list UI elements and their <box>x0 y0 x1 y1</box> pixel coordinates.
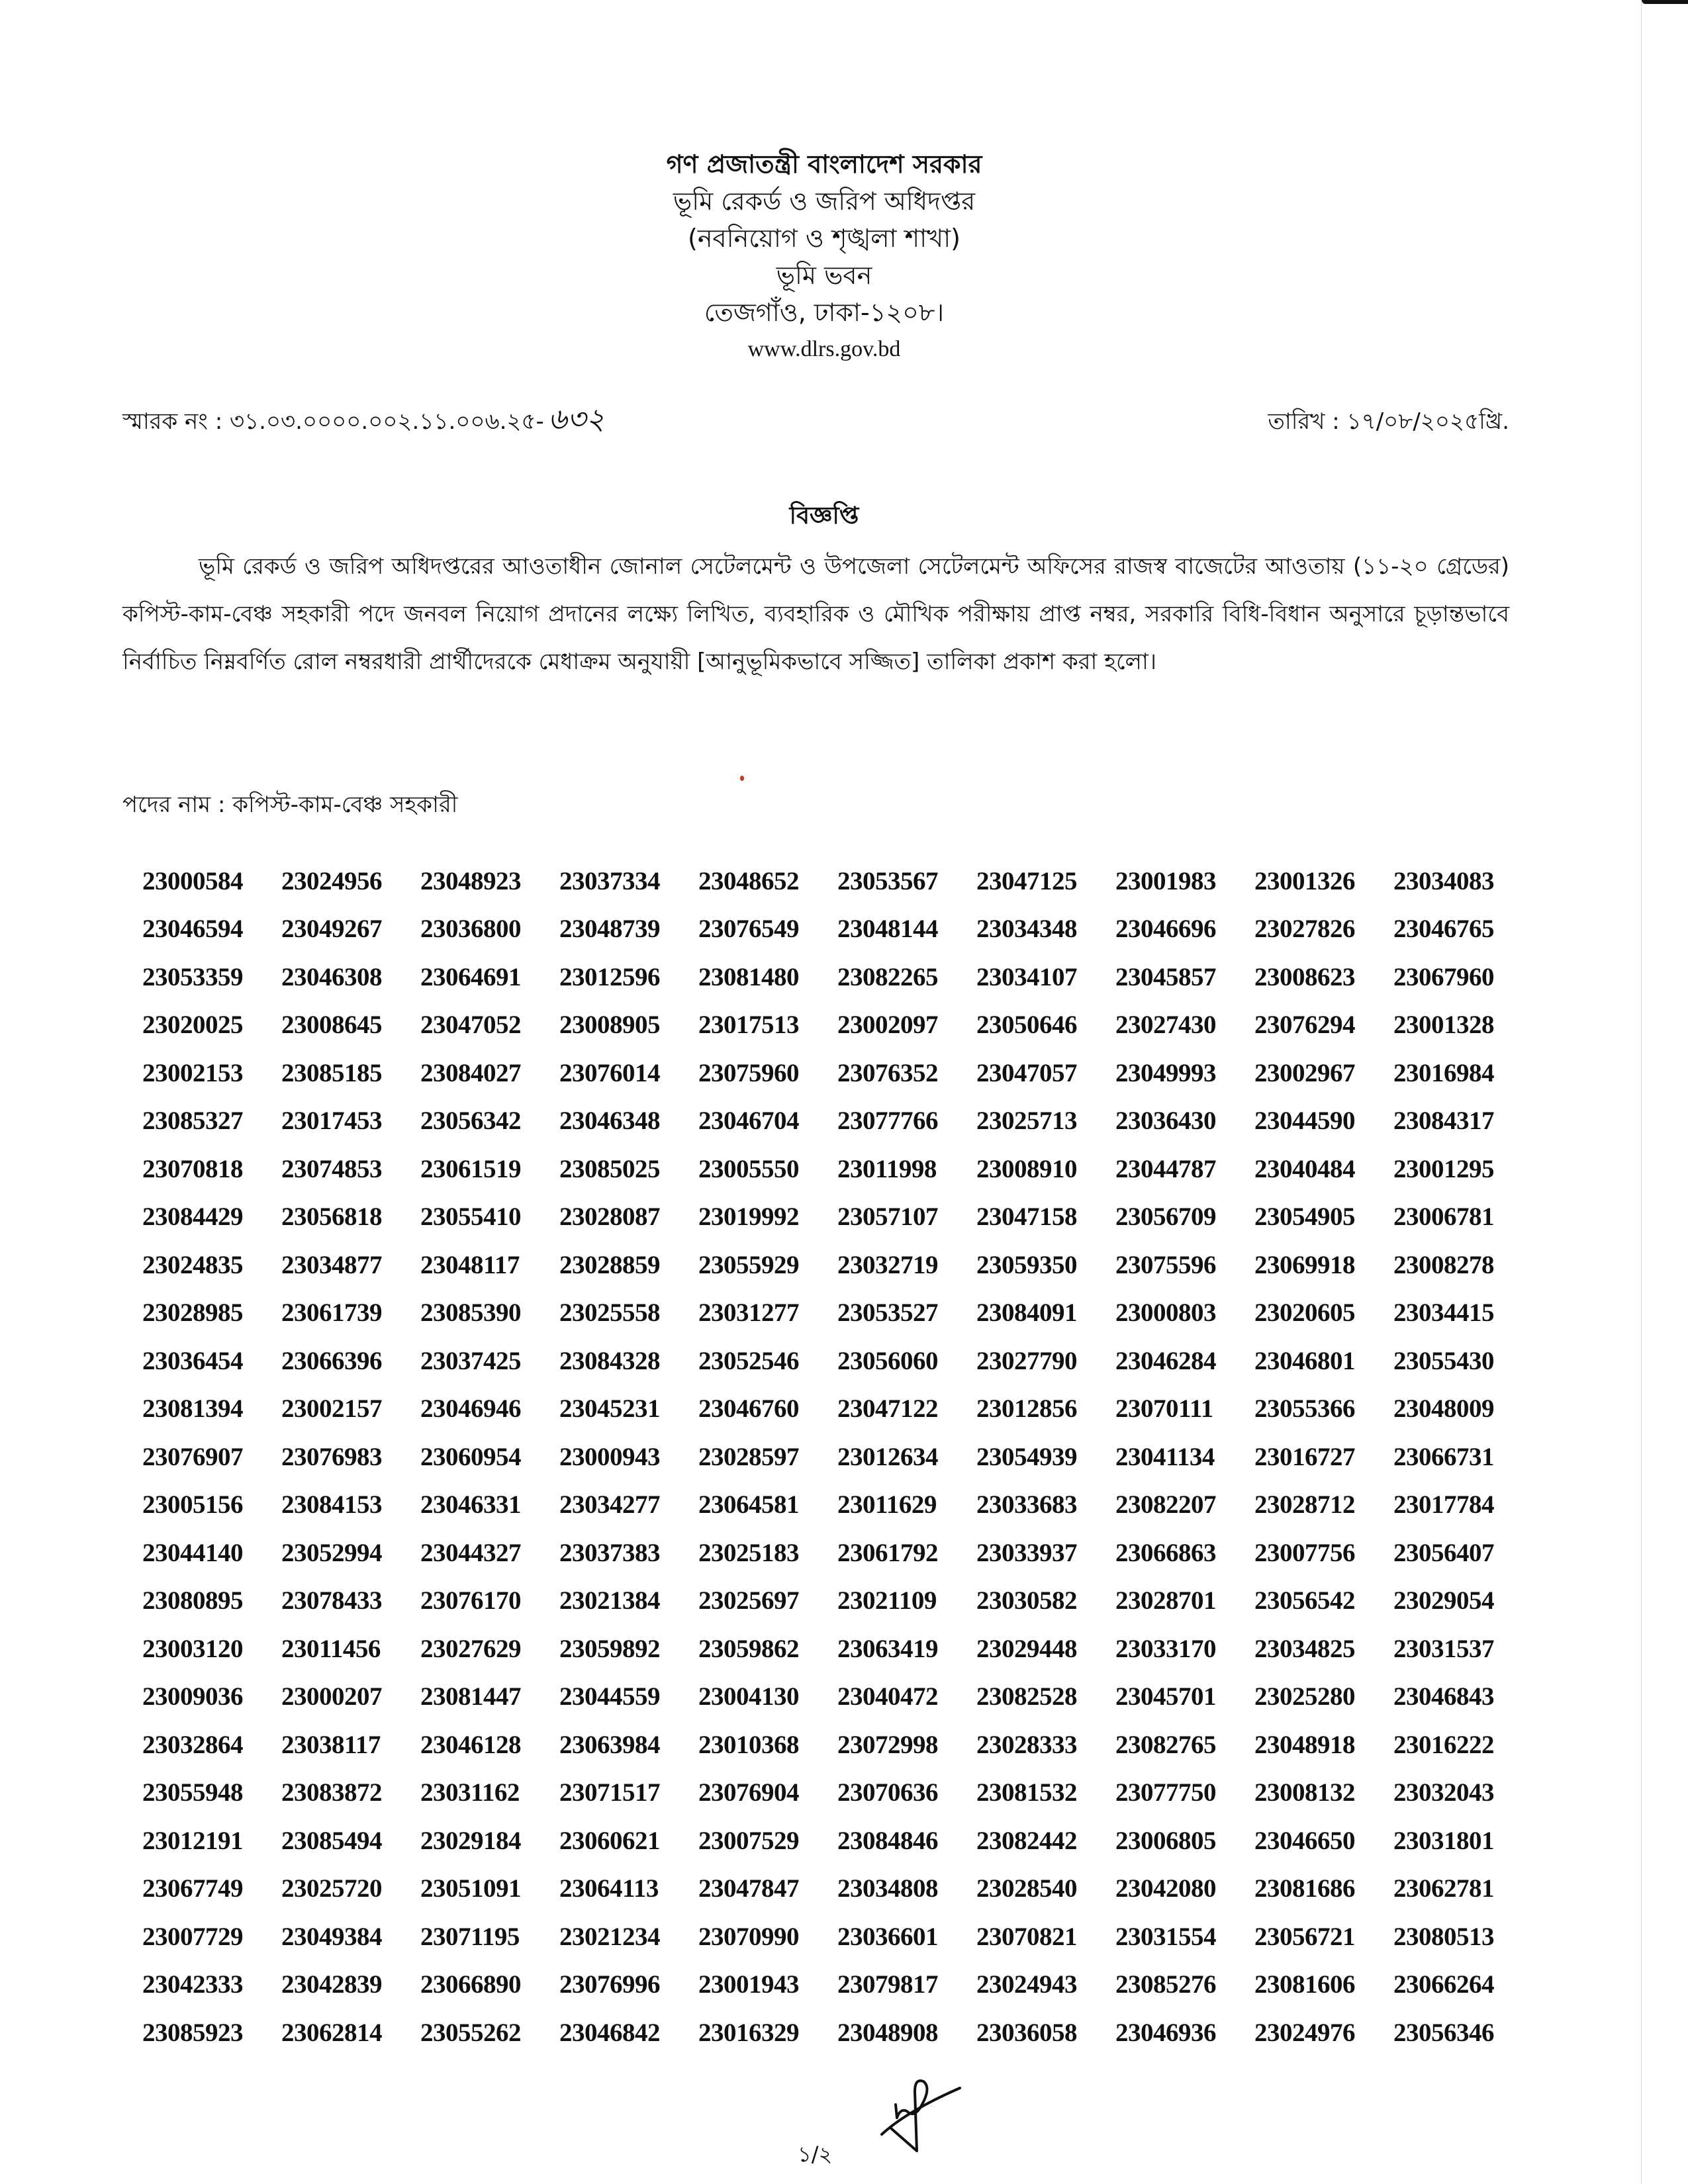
table-row <box>142 1241 1532 1289</box>
roll-number-cell: 23010368 <box>698 1730 799 1759</box>
roll-number-cell: 23080513 <box>1393 1922 1494 1951</box>
roll-number-cell: 23046765 <box>1393 915 1494 944</box>
roll-number-cell: 23029054 <box>1393 1586 1494 1615</box>
building-name: ভূমি ভবন <box>776 261 872 290</box>
roll-number-cell: 23046594 <box>142 915 243 944</box>
roll-number-cell: 23051091 <box>420 1874 521 1903</box>
roll-number-cell: 23049384 <box>281 1922 382 1951</box>
roll-number-cell: 23046704 <box>698 1107 799 1136</box>
roll-number-cell: 23021384 <box>559 1586 660 1615</box>
roll-number-cell: 23047057 <box>976 1058 1077 1087</box>
roll-number-cell: 23025280 <box>1254 1682 1355 1711</box>
roll-number-cell: 23029184 <box>420 1826 521 1855</box>
roll-number-cell: 23085276 <box>1115 1970 1216 1999</box>
signature-icon <box>867 2071 966 2158</box>
roll-number-cell: 23006781 <box>1393 1203 1494 1232</box>
roll-number-cell: 23034808 <box>837 1874 938 1903</box>
roll-number-cell: 23033683 <box>976 1490 1077 1520</box>
roll-number-cell: 23007756 <box>1254 1538 1355 1567</box>
roll-number-cell: 23055929 <box>698 1250 799 1279</box>
roll-number-cell: 23074853 <box>281 1154 382 1183</box>
roll-number-cell: 23011456 <box>281 1634 381 1663</box>
roll-number-cell: 23001295 <box>1393 1154 1494 1183</box>
roll-number-cell: 23047158 <box>976 1203 1077 1232</box>
roll-number-cell: 23084429 <box>142 1203 243 1232</box>
roll-number-cell: 23064581 <box>698 1490 799 1520</box>
roll-number-cell: 23042333 <box>142 1970 243 1999</box>
roll-number-cell: 23049267 <box>281 915 382 944</box>
table-row <box>142 1673 1532 1721</box>
roll-number-cell: 23048918 <box>1254 1730 1355 1759</box>
roll-number-cell: 23078433 <box>281 1586 382 1615</box>
roll-number-cell: 23076907 <box>142 1442 243 1471</box>
table-row <box>142 1961 1532 2009</box>
roll-number-cell: 23031801 <box>1393 1826 1494 1855</box>
roll-number-cell: 23037425 <box>420 1346 521 1375</box>
roll-number-cell: 23054905 <box>1254 1203 1355 1232</box>
roll-number-cell: 23071517 <box>559 1778 660 1807</box>
roll-number-cell: 23053359 <box>142 962 243 991</box>
roll-number-cell: 23056346 <box>1393 2018 1494 2047</box>
roll-number-cell: 23037383 <box>559 1538 660 1567</box>
roll-number-cell: 23070636 <box>837 1778 938 1807</box>
table-row <box>142 953 1532 1001</box>
roll-number-cell: 23066863 <box>1115 1538 1216 1567</box>
roll-number-cell: 23045231 <box>559 1394 660 1424</box>
roll-number-cell: 23025697 <box>698 1586 799 1615</box>
roll-number-cell: 23046284 <box>1115 1346 1216 1375</box>
roll-number-cell: 23070818 <box>142 1154 243 1183</box>
roll-number-cell: 23028597 <box>698 1442 799 1471</box>
roll-number-cell: 23047052 <box>420 1011 521 1040</box>
roll-number-cell: 23042839 <box>281 1970 382 1999</box>
roll-number-cell: 23019992 <box>698 1203 799 1232</box>
roll-number-cell: 23085327 <box>142 1107 243 1136</box>
roll-number-cell: 23053527 <box>837 1298 938 1328</box>
roll-number-cell: 23079817 <box>837 1970 938 1999</box>
roll-number-cell: 23072998 <box>837 1730 938 1759</box>
roll-number-cell: 23063419 <box>837 1634 938 1663</box>
roll-number-cell: 23061739 <box>281 1298 382 1328</box>
roll-number-cell: 23076549 <box>698 915 799 944</box>
roll-number-cell: 23024976 <box>1254 2018 1355 2047</box>
roll-number-cell: 23020605 <box>1254 1298 1355 1328</box>
table-row <box>142 1145 1532 1193</box>
roll-number-cell: 23011629 <box>837 1490 937 1520</box>
roll-number-cell: 23048739 <box>559 915 660 944</box>
roll-number-cell: 23048908 <box>837 2018 938 2047</box>
roll-number-cell: 23002157 <box>281 1394 382 1424</box>
roll-number-cell: 23042080 <box>1115 1874 1216 1903</box>
roll-number-cell: 23011998 <box>837 1154 937 1183</box>
roll-number-cell: 23076014 <box>559 1058 660 1087</box>
roll-number-cell: 23081686 <box>1254 1874 1355 1903</box>
table-row <box>142 905 1532 954</box>
roll-number-cell: 23084846 <box>837 1826 938 1855</box>
roll-number-cell: 23067960 <box>1393 962 1494 991</box>
roll-number-cell: 23027629 <box>420 1634 521 1663</box>
roll-number-cell: 23066396 <box>281 1346 382 1375</box>
roll-number-cell: 23070111 <box>1115 1394 1213 1424</box>
roll-number-cell: 23000803 <box>1115 1298 1216 1328</box>
roll-number-cell: 23017513 <box>698 1011 799 1040</box>
memo-row <box>122 397 1509 445</box>
roll-number-cell: 23001943 <box>698 1970 799 1999</box>
roll-number-cell: 23076294 <box>1254 1011 1355 1040</box>
roll-number-cell: 23008623 <box>1254 962 1355 991</box>
table-row <box>142 1385 1532 1433</box>
roll-number-cell: 23040484 <box>1254 1154 1355 1183</box>
roll-number-cell: 23064691 <box>420 962 521 991</box>
roll-number-cell: 23028701 <box>1115 1586 1216 1615</box>
government-name: গণ প্রজাতন্ত্রী বাংলাদেশ সরকার <box>666 150 982 179</box>
roll-number-cell: 23034348 <box>976 915 1077 944</box>
roll-number-cell: 23056342 <box>420 1107 521 1136</box>
roll-number-cell: 23025183 <box>698 1538 799 1567</box>
table-row <box>142 1433 1532 1481</box>
roll-number-cell: 23082265 <box>837 962 938 991</box>
roll-number-cell: 23046801 <box>1254 1346 1355 1375</box>
roll-number-cell: 23024943 <box>976 1970 1077 1999</box>
roll-number-cell: 23024835 <box>142 1250 243 1279</box>
roll-number-cell: 23044590 <box>1254 1107 1355 1136</box>
roll-number-cell: 23020025 <box>142 1011 243 1040</box>
roll-number-cell: 23028985 <box>142 1298 243 1328</box>
table-row <box>142 1097 1532 1146</box>
roll-number-cell: 23055430 <box>1393 1346 1494 1375</box>
roll-number-cell: 23081394 <box>142 1394 243 1424</box>
roll-number-cell: 23061519 <box>420 1154 521 1183</box>
roll-number-cell: 23082442 <box>976 1826 1077 1855</box>
table-row <box>142 1289 1532 1338</box>
roll-number-cell: 23007729 <box>142 1922 243 1951</box>
roll-number-cell: 23012634 <box>837 1442 938 1471</box>
roll-number-cell: 23048117 <box>420 1250 520 1279</box>
roll-number-cell: 23084027 <box>420 1058 521 1087</box>
roll-number-cell: 23055366 <box>1254 1394 1355 1424</box>
roll-number-cell: 23005156 <box>142 1490 243 1520</box>
roll-number-table <box>142 857 1532 2057</box>
roll-number-cell: 23047122 <box>837 1394 938 1424</box>
roll-number-cell: 23059350 <box>976 1250 1077 1279</box>
roll-number-cell: 23081606 <box>1254 1970 1355 1999</box>
roll-number-cell: 23082528 <box>976 1682 1077 1711</box>
roll-number-cell: 23027826 <box>1254 915 1355 944</box>
table-row <box>142 1865 1532 1913</box>
roll-number-cell: 23032043 <box>1393 1778 1494 1807</box>
roll-number-cell: 23016222 <box>1393 1730 1494 1759</box>
roll-number-cell: 23040472 <box>837 1682 938 1711</box>
roll-number-cell: 23056709 <box>1115 1203 1216 1232</box>
roll-number-cell: 23046946 <box>420 1394 521 1424</box>
table-row <box>142 1625 1532 1673</box>
table-row <box>142 1769 1532 1817</box>
roll-number-cell: 23076352 <box>837 1058 938 1087</box>
roll-number-cell: 23021234 <box>559 1922 660 1951</box>
roll-number-cell: 23016984 <box>1393 1058 1494 1087</box>
roll-number-cell: 23031554 <box>1115 1922 1216 1951</box>
roll-number-cell: 23002097 <box>837 1011 938 1040</box>
roll-number-cell: 23002153 <box>142 1058 243 1087</box>
table-row <box>142 1529 1532 1577</box>
roll-number-cell: 23046331 <box>420 1490 521 1520</box>
roll-number-cell: 23046650 <box>1254 1826 1355 1855</box>
roll-number-cell: 23028712 <box>1254 1490 1355 1520</box>
roll-number-cell: 23053567 <box>837 866 938 895</box>
branch-name: (নবনিয়োগ ও শৃঙ্খলা শাখা) <box>688 224 961 253</box>
roll-number-cell: 23032864 <box>142 1730 243 1759</box>
roll-number-cell: 23046348 <box>559 1107 660 1136</box>
roll-number-cell: 23052994 <box>281 1538 382 1567</box>
roll-number-cell: 23071195 <box>420 1922 520 1951</box>
letterhead <box>0 146 1648 368</box>
roll-number-cell: 23048652 <box>698 866 799 895</box>
roll-number-cell: 23033170 <box>1115 1634 1216 1663</box>
roll-number-cell: 23044327 <box>420 1538 521 1567</box>
roll-number-cell: 23001326 <box>1254 866 1355 895</box>
table-row <box>142 1913 1532 1961</box>
roll-number-cell: 23081447 <box>420 1682 521 1711</box>
table-row <box>142 1337 1532 1385</box>
scan-edge-mark <box>1642 0 1688 4</box>
roll-number-cell: 23036454 <box>142 1346 243 1375</box>
roll-number-cell: 23080895 <box>142 1586 243 1615</box>
roll-number-cell: 23036058 <box>976 2018 1077 2047</box>
roll-number-cell: 23030582 <box>976 1586 1077 1615</box>
roll-number-cell: 23044787 <box>1115 1154 1216 1183</box>
roll-number-cell: 23002967 <box>1254 1058 1355 1087</box>
roll-number-cell: 23054939 <box>976 1442 1077 1471</box>
table-row <box>142 1481 1532 1529</box>
roll-number-cell: 23038117 <box>281 1730 381 1759</box>
roll-number-cell: 23067749 <box>142 1874 243 1903</box>
roll-number-cell: 23059892 <box>559 1634 660 1663</box>
roll-number-cell: 23056818 <box>281 1203 382 1232</box>
roll-number-cell: 23007529 <box>698 1826 799 1855</box>
roll-number-cell: 23024956 <box>281 866 382 895</box>
roll-number-cell: 23012191 <box>142 1826 243 1855</box>
roll-number-cell: 23000584 <box>142 866 243 895</box>
roll-number-cell: 23085494 <box>281 1826 382 1855</box>
roll-number-cell: 23045857 <box>1115 962 1216 991</box>
roll-number-cell: 23050646 <box>976 1011 1077 1040</box>
page-number: ১/২ <box>798 2142 833 2167</box>
roll-number-cell: 23084317 <box>1393 1107 1494 1136</box>
roll-number-cell: 23008278 <box>1393 1250 1494 1279</box>
roll-number-cell: 23046696 <box>1115 915 1216 944</box>
roll-number-cell: 23048009 <box>1393 1394 1494 1424</box>
roll-number-cell: 23076996 <box>559 1970 660 1999</box>
notice-body: ভূমি রেকর্ড ও জরিপ অধিদপ্তরের আওতাধীন জোনাল সেটেলমেন্ট ও উপজেলা সেটেলমেন্ট অফিসের রাজস্ব বাজেটের আওতায় (১১-২০ গ্রেডের) কপিস্ট-কাম-বেঞ্চ সহকারী পদে জনবল নিয়োগ প্রদানের লক্ষ্যে লিখিত, ব্যবহারিক ও মৌখিক পরীক্ষায় প্রাপ্ত নম্বর, সরকারি বিধি-বিধান অনুসারে চূড়ান্তভাবে নির্বাচিত নিম্নবর্ণিত রোল নম্বরধারী প্রার্থীদেরকে মেধাক্রম অনুযায়ী [আনুভূমিকভাবে সজ্জিত] তালিকা প্রকাশ করা হলো। <box>122 553 1509 675</box>
roll-number-cell: 23077766 <box>837 1107 938 1136</box>
roll-number-cell: 23016727 <box>1254 1442 1355 1471</box>
roll-number-cell: 23027790 <box>976 1346 1077 1375</box>
roll-number-cell: 23075596 <box>1115 1250 1216 1279</box>
roll-number-cell: 23066264 <box>1393 1970 1494 1999</box>
roll-number-cell: 23076904 <box>698 1778 799 1807</box>
roll-number-cell: 23083872 <box>281 1778 382 1807</box>
roll-number-cell: 23046760 <box>698 1394 799 1424</box>
table-row <box>142 2009 1532 2057</box>
roll-number-cell: 23008905 <box>559 1011 660 1040</box>
roll-number-cell: 23028333 <box>976 1730 1077 1759</box>
roll-number-cell: 23028540 <box>976 1874 1077 1903</box>
roll-number-cell: 23063984 <box>559 1730 660 1759</box>
roll-number-cell: 23025558 <box>559 1298 660 1328</box>
roll-number-cell: 23004130 <box>698 1682 799 1711</box>
roll-number-cell: 23003120 <box>142 1634 243 1663</box>
roll-number-cell: 23025713 <box>976 1107 1077 1136</box>
roll-number-cell: 23062814 <box>281 2018 382 2047</box>
table-row <box>142 1817 1532 1865</box>
website-link[interactable]: www.dlrs.gov.bd <box>747 337 901 361</box>
roll-number-cell: 23081480 <box>698 962 799 991</box>
roll-number-cell: 23029448 <box>976 1634 1077 1663</box>
roll-number-cell: 23031537 <box>1393 1634 1494 1663</box>
roll-number-cell: 23001328 <box>1393 1011 1494 1040</box>
roll-number-cell: 23082207 <box>1115 1490 1216 1520</box>
roll-number-cell: 23056542 <box>1254 1586 1355 1615</box>
table-row <box>142 1577 1532 1625</box>
roll-number-cell: 23085025 <box>559 1154 660 1183</box>
roll-number-cell: 23062781 <box>1393 1874 1494 1903</box>
department-name: ভূমি রেকর্ড ও জরিপ অধিদপ্তর <box>673 187 976 216</box>
roll-number-cell: 23081532 <box>976 1778 1077 1807</box>
roll-number-cell: 23000207 <box>281 1682 382 1711</box>
roll-number-cell: 23008910 <box>976 1154 1077 1183</box>
roll-number-cell: 23060954 <box>420 1442 521 1471</box>
roll-number-cell: 23012596 <box>559 962 660 991</box>
roll-number-cell: 23006805 <box>1115 1826 1216 1855</box>
table-row <box>142 1193 1532 1242</box>
roll-number-cell: 23009036 <box>142 1682 243 1711</box>
roll-number-cell: 23056060 <box>837 1346 938 1375</box>
roll-number-cell: 23031277 <box>698 1298 799 1328</box>
memo-date: তারিখ : ১৭/০৮/২০২৫খ্রি. <box>1268 408 1509 435</box>
roll-number-cell: 23044559 <box>559 1682 660 1711</box>
roll-number-cell: 23048923 <box>420 866 521 895</box>
roll-number-cell: 23046843 <box>1393 1682 1494 1711</box>
address: তেজগাঁও, ঢাকা-১২০৮। <box>704 298 945 327</box>
roll-number-cell: 23034107 <box>976 962 1077 991</box>
roll-number-cell: 23047847 <box>698 1874 799 1903</box>
roll-number-cell: 23017784 <box>1393 1490 1494 1520</box>
roll-number-cell: 23069918 <box>1254 1250 1355 1279</box>
roll-number-cell: 23055262 <box>420 2018 521 2047</box>
roll-number-cell: 23056721 <box>1254 1922 1355 1951</box>
roll-number-cell: 23045701 <box>1115 1682 1216 1711</box>
roll-number-cell: 23005550 <box>698 1154 799 1183</box>
roll-number-cell: 23034277 <box>559 1490 660 1520</box>
roll-number-cell: 23034083 <box>1393 866 1494 895</box>
roll-number-cell: 23046936 <box>1115 2018 1216 2047</box>
roll-number-cell: 23001983 <box>1115 866 1216 895</box>
memo-number-label: স্মারক নং : ৩১.০৩.০০০০.০০২.১১.০০৬.২৫- <box>122 408 544 435</box>
roll-number-cell: 23052546 <box>698 1346 799 1375</box>
roll-number-cell: 23027430 <box>1115 1011 1216 1040</box>
roll-number-cell: 23048144 <box>837 915 938 944</box>
roll-number-cell: 23036800 <box>420 915 521 944</box>
roll-number-cell: 23008645 <box>281 1011 382 1040</box>
roll-number-cell: 23037334 <box>559 866 660 895</box>
roll-number-cell: 23036601 <box>837 1922 938 1951</box>
roll-number-cell: 23000943 <box>559 1442 660 1471</box>
roll-number-cell: 23066890 <box>420 1970 521 1999</box>
roll-number-cell: 23046308 <box>281 962 382 991</box>
roll-number-cell: 23064113 <box>559 1874 659 1903</box>
roll-number-cell: 23021109 <box>837 1586 937 1615</box>
roll-number-cell: 23055410 <box>420 1203 521 1232</box>
roll-number-cell: 23036430 <box>1115 1107 1216 1136</box>
roll-number-cell: 23041134 <box>1115 1442 1215 1471</box>
table-row <box>142 1001 1532 1050</box>
roll-number-cell: 23061792 <box>837 1538 938 1567</box>
roll-number-cell: 23070990 <box>698 1922 799 1951</box>
roll-number-cell: 23044140 <box>142 1538 243 1567</box>
table-row <box>142 1721 1532 1769</box>
table-row <box>142 1049 1532 1097</box>
roll-number-cell: 23085185 <box>281 1058 382 1087</box>
roll-number-cell: 23034415 <box>1393 1298 1494 1328</box>
roll-number-cell: 23016329 <box>698 2018 799 2047</box>
roll-number-cell: 23017453 <box>281 1107 382 1136</box>
roll-number-cell: 23084328 <box>559 1346 660 1375</box>
roll-number-cell: 23084153 <box>281 1490 382 1520</box>
roll-number-cell: 23055948 <box>142 1778 243 1807</box>
memo-number-handwritten: ৬৩২ <box>547 402 605 436</box>
table-row <box>142 857 1532 905</box>
roll-number-cell: 23034825 <box>1254 1634 1355 1663</box>
roll-number-cell: 23008132 <box>1254 1778 1355 1807</box>
roll-number-cell: 23028859 <box>559 1250 660 1279</box>
roll-number-cell: 23025720 <box>281 1874 382 1903</box>
roll-number-cell: 23012856 <box>976 1394 1077 1424</box>
roll-number-cell: 23056407 <box>1393 1538 1494 1567</box>
roll-number-cell: 23084091 <box>976 1298 1077 1328</box>
roll-number-cell: 23057107 <box>837 1203 938 1232</box>
roll-number-cell: 23085923 <box>142 2018 243 2047</box>
roll-number-cell: 23085390 <box>420 1298 521 1328</box>
roll-number-cell: 23075960 <box>698 1058 799 1087</box>
roll-number-cell: 23070821 <box>976 1922 1077 1951</box>
notice-title: বিজ্ঞপ্তি <box>789 502 859 529</box>
roll-number-cell: 23034877 <box>281 1250 382 1279</box>
roll-number-cell: 23059862 <box>698 1634 799 1663</box>
roll-number-cell: 23060621 <box>559 1826 660 1855</box>
roll-number-cell: 23049993 <box>1115 1058 1216 1087</box>
roll-number-cell: 23066731 <box>1393 1442 1494 1471</box>
roll-number-cell: 23046128 <box>420 1730 521 1759</box>
roll-number-cell: 23046842 <box>559 2018 660 2047</box>
roll-number-cell: 23082765 <box>1115 1730 1216 1759</box>
roll-number-cell: 23076170 <box>420 1586 521 1615</box>
roll-number-cell: 23077750 <box>1115 1778 1216 1807</box>
roll-number-cell: 23032719 <box>837 1250 938 1279</box>
roll-number-cell: 23031162 <box>420 1778 520 1807</box>
roll-number-cell: 23047125 <box>976 866 1077 895</box>
post-name: পদের নাম : কপিস্ট-কাম-বেঞ্চ সহকারী <box>122 792 458 818</box>
memo-number <box>122 397 605 445</box>
roll-number-cell: 23076983 <box>281 1442 382 1471</box>
roll-number-cell: 23033937 <box>976 1538 1077 1567</box>
ink-dot-mark <box>740 776 744 781</box>
roll-number-cell: 23028087 <box>559 1203 660 1232</box>
